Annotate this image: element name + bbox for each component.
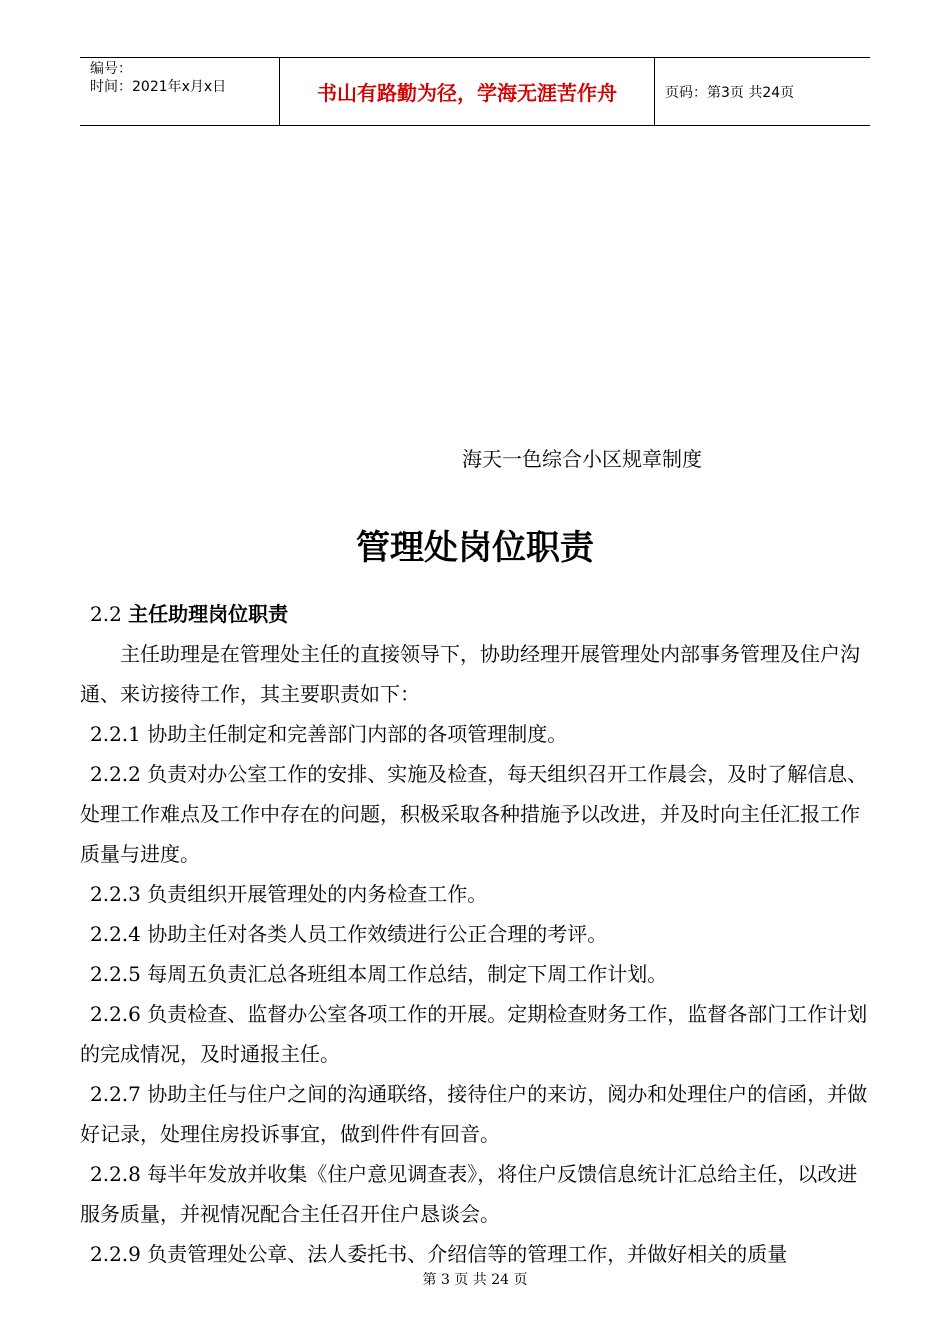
document-date: 时间：2021年x月x日 bbox=[90, 79, 227, 95]
document-body bbox=[80, 594, 870, 1274]
duty-item: 2.2.3 负责组织开展管理处的内务检查工作。 bbox=[90, 882, 488, 906]
header-meta bbox=[80, 58, 280, 125]
duty-item: 2.2.1 协助主任制定和完善部门内部的各项管理制度。 bbox=[90, 722, 568, 746]
duty-item: 2.2.8 每半年发放并收集《住户意见调查表》，将住户反馈信息统计汇总给主任，以改进服务质量，并视情况配合主任召开住户恳谈会。 bbox=[80, 1162, 858, 1226]
section-title: 主任助理岗位职责 bbox=[128, 602, 289, 626]
document-number-label: 编号： bbox=[90, 61, 132, 77]
duty-item: 2.2.6 负责检查、监督办公室各项工作的开展。定期检查财务工作，监督各部门工作计划的完成情况，及时通报主任。 bbox=[80, 1002, 868, 1066]
page-header bbox=[80, 57, 870, 126]
header-page-info: 页码：第3页 共24页 bbox=[665, 84, 795, 101]
duty-item: 2.2.9 负责管理处公章、法人委托书、介绍信等的管理工作，并做好相关的质量 bbox=[90, 1242, 788, 1266]
duty-item: 2.2.2 负责对办公室工作的安排、实施及检查，每天组织召开工作晨会，及时了解信息、处理工作难点及工作中存在的问题，积极采取各种措施予以改进，并及时向主任汇报工作质量与进度。 bbox=[80, 762, 868, 866]
duty-item: 2.2.4 协助主任对各类人员工作效绩进行公正合理的考评。 bbox=[90, 922, 608, 946]
intro-paragraph: 主任助理是在管理处主任的直接领导下，协助经理开展管理处内部事务管理及住户沟通、来访接待工作，其主要职责如下： bbox=[80, 642, 860, 706]
duty-item: 2.2.7 协助主任与住户之间的沟通联络，接待住户的来访，阅办和处理住户的信函，并做好记录，处理住房投诉事宜，做到件件有回音。 bbox=[80, 1082, 868, 1146]
section-heading bbox=[80, 594, 870, 634]
duty-item: 2.2.5 每周五负责汇总各班组本周工作总结，制定下周工作计划。 bbox=[90, 962, 668, 986]
page-footer: 第 3 页 共 24 页 bbox=[422, 1272, 528, 1288]
document-title: 管理处岗位职责 bbox=[356, 528, 594, 568]
document-subtitle: 海天一色综合小区规章制度 bbox=[462, 447, 702, 471]
header-motto: 书山有路勤为径，学海无涯苦作舟 bbox=[280, 58, 655, 125]
section-number: 2.2 bbox=[90, 602, 122, 626]
